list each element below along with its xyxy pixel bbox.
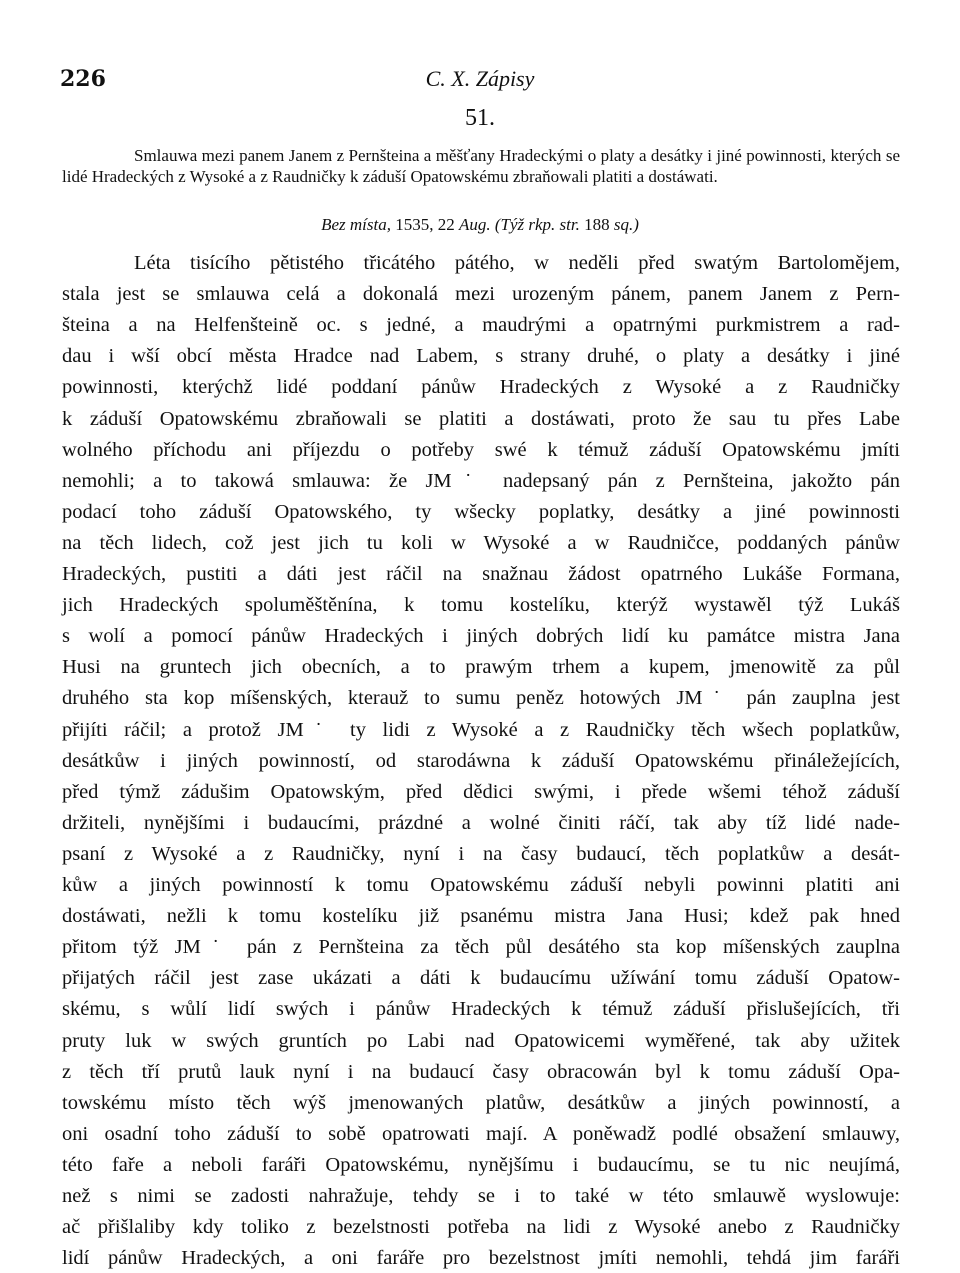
body-line: k záduší Opatowskému zbraňowali se platiti a dostáwati, proto že sau tu přes Labe bbox=[62, 407, 900, 430]
body-line: přitom týž JM˙ pán z Pernšteina za těch půl desátého sta kop míšenských zauplna bbox=[62, 936, 900, 959]
body-line: dostáwati, nežli k tomu kostelíku již psanému mistra Jana Husi; kdež pak hned bbox=[62, 905, 900, 928]
body-line: wolného příchodu ani příjezdu o potřeby swé k témuž záduší Opatowskému jmíti bbox=[62, 438, 900, 461]
body-line: skému, s wůlí lidí swých i pánůw Hradeckých k témuž záduší přislušejících, tři bbox=[62, 998, 900, 1021]
body-line: přijíti ráčil; a protož JM˙ ty lidi z Wysoké a z Raudničky těch wšech poplatkůw, bbox=[62, 718, 900, 741]
body-line: s wolí a pomocí pánůw Hradeckých i jiných dobrých lidí ku památce mistra Jana bbox=[62, 625, 900, 648]
body-line: druhého sta kop míšenských, kterauž to sumu peněz hotowých JM˙ pán zauplna jest bbox=[62, 687, 900, 710]
body-line: pruty luk w swých gruntích po Labi nad Opatowicemi wyměřené, tak aby užitek bbox=[62, 1029, 900, 1052]
source-sq: sq.) bbox=[613, 215, 639, 234]
document-number: 51. bbox=[465, 105, 495, 131]
body-line: dau i wší obcí města Hradce nad Labem, s strany druhé, o platy a desátky i jiné bbox=[62, 345, 900, 368]
body-line: powinnosti, kterýchž lidé poddaní pánůw Hradeckých z Wysoké a z Raudničky bbox=[62, 376, 900, 399]
body-line: držiteli, nynějšími i budaucími, prázdné a wolné činiti ráčí, tak aby tíž lidé nade- bbox=[62, 811, 900, 834]
body-line: přijatých ráčil jest zase ukázati a dáti k budaucímu užíwání tomu záduší Opatow- bbox=[62, 967, 900, 990]
body-line: Hradeckých, pustiti a dáti jest ráčil na snažnau žádost opatrného Lukáše Formana, bbox=[62, 563, 900, 585]
body-line: před týmž zádušim Opatowským, před dědici swými, i přede wšemi téhož záduší bbox=[62, 780, 900, 803]
body-line: towskému místo těch wýš jmenowaných platůw, desátkůw a jiných powinností, a bbox=[62, 1091, 900, 1114]
body-line: podací toho záduší Opatowského, ty wšecky poplatky, desátky a jiné powinnosti bbox=[62, 500, 900, 523]
body-line: ač přišlaliby kdy toliko z bezelstnosti potřeba na lidi z Wysoké anebo z Raudničky bbox=[62, 1216, 900, 1239]
body-line: nemohli; a to takowá smlauwa: že JM˙ nadepsaný pán z Pernšteina, jakožto pán bbox=[62, 469, 900, 492]
source-manuscript: (Týž rkp. str. bbox=[494, 215, 580, 234]
source-reference bbox=[0, 215, 960, 235]
page-number: 226 bbox=[60, 66, 106, 92]
body-line: Husi na gruntech jich obecních, a to prawým trhem a kupem, jmenowitě za půl bbox=[62, 656, 900, 679]
body-line: lidí pánůw Hradeckých, a oni faráře pro bezelstnost jmíti nemohli, tehdá jim faráři bbox=[62, 1247, 900, 1270]
body-line: kůw a jiných powinností k tomu Opatowskému záduší nebyli powinni platiti ani bbox=[62, 874, 900, 896]
body-line: jich Hradeckých spoluměštěnína, k tomu kostelíku, kterýž wystawěl týž Lukáš bbox=[62, 594, 900, 617]
body-line: než s nimi se zadosti nahražuje, tehdy se i to také w této smlauwě wyslowuje: bbox=[62, 1185, 900, 1207]
source-date: 1535, 22 bbox=[395, 215, 455, 234]
body-line: desátkůw i jiných powinností, od starodáwna k záduší Opatowskému přináležejících, bbox=[62, 749, 900, 772]
body-line: šteina a na Helfenšteině oc. s jedné, a maudrými a opatrnými purkmistrem a rad- bbox=[62, 314, 900, 337]
body-line: stala jest se smlauwa celá a dokonalá mezi urozeným pánem, panem Janem z Pern- bbox=[62, 283, 900, 306]
running-head: C. X. Zápisy bbox=[425, 66, 535, 91]
body-line: psaní z Wysoké a z Raudničky, nyní i na časy budaucí, těch poplatkůw a desát- bbox=[62, 842, 900, 865]
source-month: Aug. bbox=[458, 215, 491, 234]
body-line: Léta tisícího pětistého třicátého pátého, w neděli před swatým Bartolomějem, bbox=[134, 252, 900, 274]
body-line: z těch tří prutů lauk nyní i na budaucí časy obracowán byl k tomu záduší Opa- bbox=[62, 1060, 900, 1083]
body-line: na těch lidech, což jest jich tu koli w Wysoké a w Raudničce, poddaných pánůw bbox=[62, 531, 900, 554]
body-line: oni osadní toho záduší to sobě opatrowati mají. A poněwadž podlé obsažení smlauwy, bbox=[62, 1122, 900, 1145]
source-pages: 188 bbox=[584, 215, 610, 234]
body-line: této faře a neboli faráři Opatowskému, nynějšímu i budaucímu, se tu nic neujímá, bbox=[62, 1153, 900, 1176]
source-place: Bez místa, bbox=[321, 215, 391, 234]
document-summary: Smlauwa mezi panem Janem z Pernšteina a měšťany Hradeckými o platy a desátky i jiné powinnosti, kterých se lidé Hradeckých z Wysoké a z Raudničky k záduší Opatowskému zbraňowali platiti a dostáwati. bbox=[62, 146, 900, 186]
